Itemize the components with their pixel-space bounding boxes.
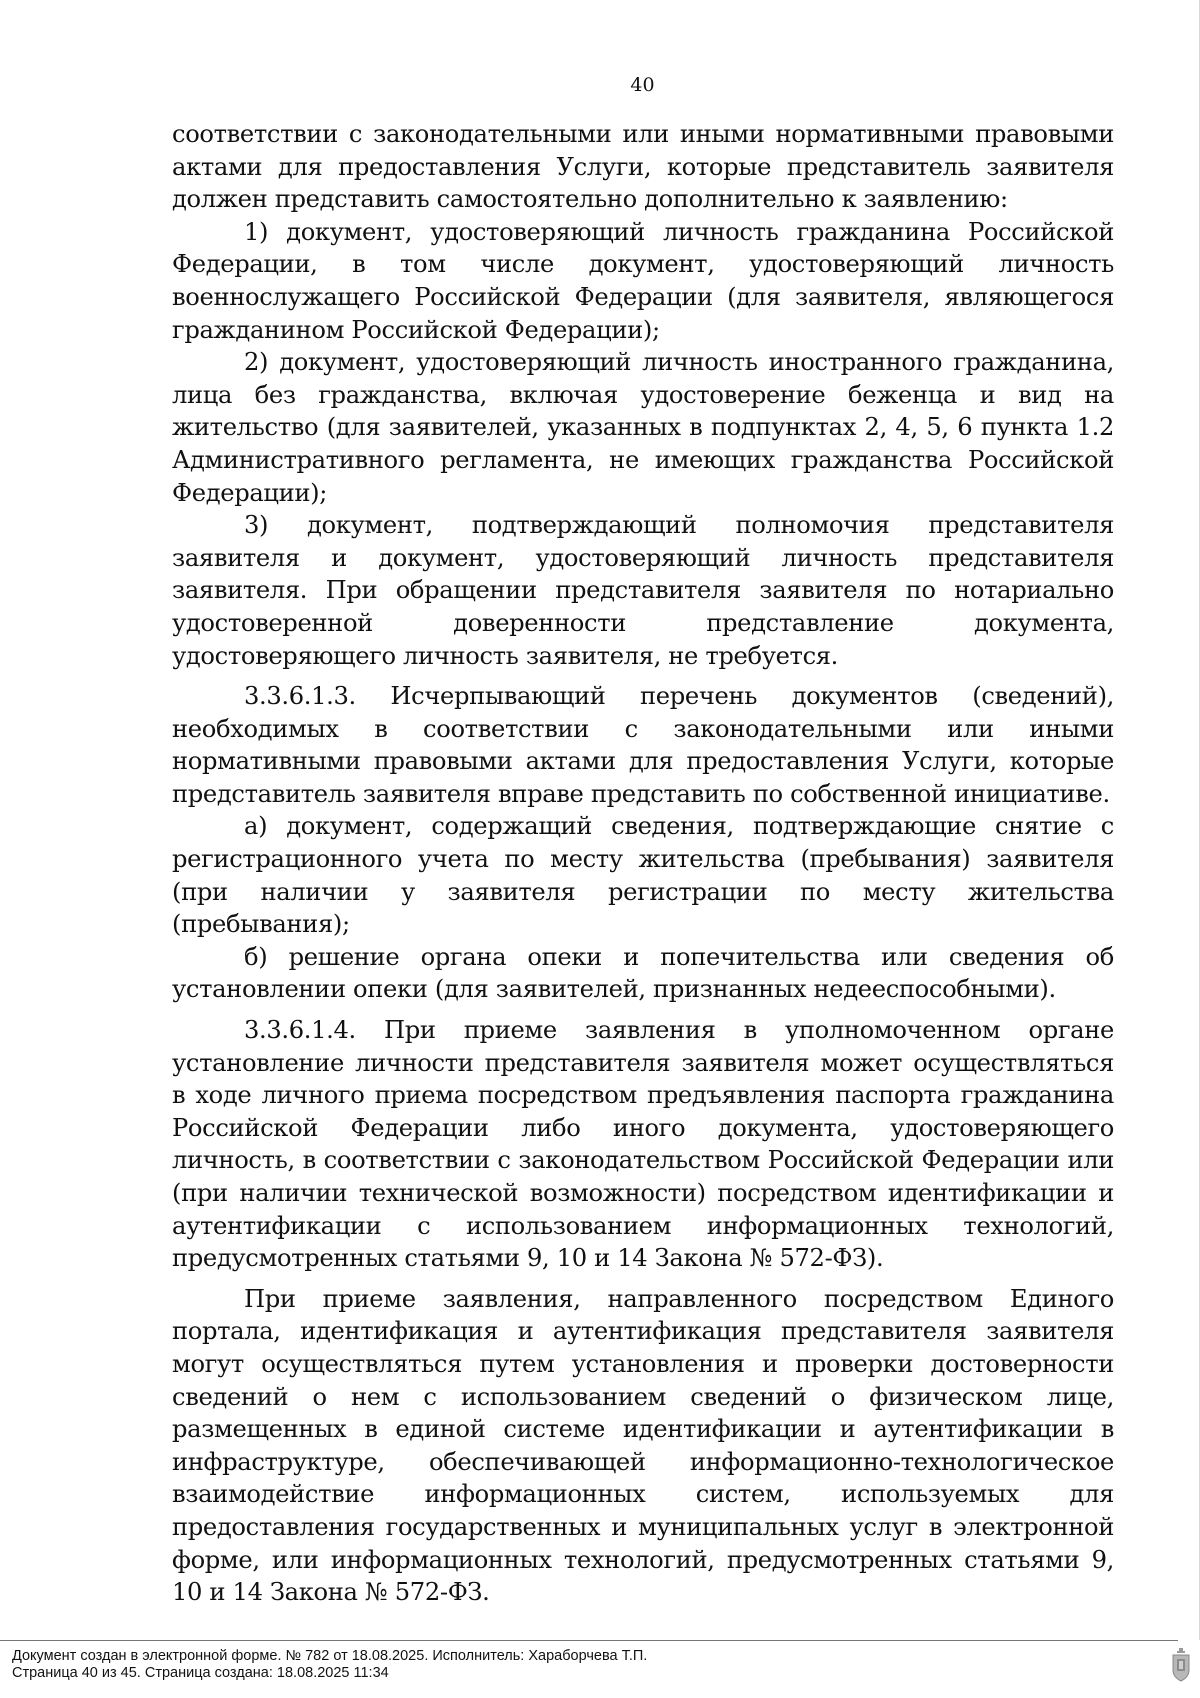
footer-line-document-info: Документ создан в электронной форме. № 782 от 18.08.2025. Исполнитель: Хараборчева Т.П.: [12, 1648, 648, 1664]
list-item-2: 2) документ, удостоверяющий личность иностранного гражданина, лица без гражданства, включая удостоверение беженца и вид на жительство (для заявителей, указанных в подпунктах 2, 4, 5, 6 пункта 1.2 Административного регламента, не имеющих гражданства Российской Федерации);: [172, 348, 1114, 507]
footer-line-page-info: Страница 40 из 45. Страница создана: 18.08.2025 11:34: [12, 1665, 389, 1681]
list-item-3: 3) документ, подтверждающий полномочия представителя заявителя и документ, удостоверяющий личность представителя заявителя. При обращении представителя заявителя по нотариально удостоверенной доверенности представление документа, удостоверяющего личность заявителя, не требуется.: [172, 511, 1114, 670]
paragraph-portal-identification: При приеме заявления, направленного посредством Единого портала, идентификация и аутентификация представителя заявителя могут осуществляться путем установления и проверки достоверности сведений о нем с использованием сведений о физическом лице, размещенных в единой системе идентификации и аутентификации в инфраструктуре, обеспечивающей информационно-технологическое взаимодействие информационных систем, используемых для предоставления государственных и муниципальных услуг в электронной форме, или информационных технологий, предусмотренных статьями 9, 10 и 14 Закона № 572-ФЗ.: [172, 1284, 1114, 1607]
list-item-1: 1) документ, удостоверяющий личность гражданина Российской Федерации, в том числе документ, удостоверяющий личность военнослужащего Российской Федерации (для заявителя, являющегося гражданином Российской Федерации);: [172, 217, 1114, 344]
coat-of-arms-icon: [1170, 1648, 1192, 1682]
paragraph-continuation: соответствии с законодательными или иными нормативными правовыми актами для предоставления Услуги, которые представитель заявителя должен представить самостоятельно дополнительно к заявлению:: [172, 120, 1114, 214]
document-body: [172, 118, 1114, 1609]
list-item-a: а) документ, содержащий сведения, подтверждающие снятие с регистрационного учета по месту жительства (пребывания) заявителя (при наличии у заявителя регистрации по месту жительства (пребывания);: [172, 812, 1114, 939]
section-3-3-6-1-3: 3.3.6.1.3. Исчерпывающий перечень документов (сведений), необходимых в соответствии с законодательными или иными нормативными правовыми актами для предоставления Услуги, которые представитель заявителя вправе представить по собственной инициативе.: [172, 682, 1114, 808]
footer-text: [12, 1648, 647, 1682]
section-3-3-6-1-4: 3.3.6.1.4. При приеме заявления в уполномоченном органе установление личности представителя заявителя может осуществляться в ходе личного приема посредством предъявления паспорта гражданина Российской Федерации либо иного документа, удостоверяющего личность, в соответствии с законодательством Российской Федерации или (при наличии технической возможности) посредством идентификации и аутентификации с использованием информационных технологий, предусмотренных статьями 9, 10 и 14 Закона № 572-ФЗ).: [172, 1016, 1114, 1273]
page-number: 40: [630, 74, 655, 96]
document-footer: [0, 1640, 1200, 1698]
footer-divider: [0, 1640, 1178, 1641]
list-item-b: б) решение органа опеки и попечительства или сведения об установлении опеки (для заявителей, признанных недееспособными).: [172, 942, 1114, 1004]
